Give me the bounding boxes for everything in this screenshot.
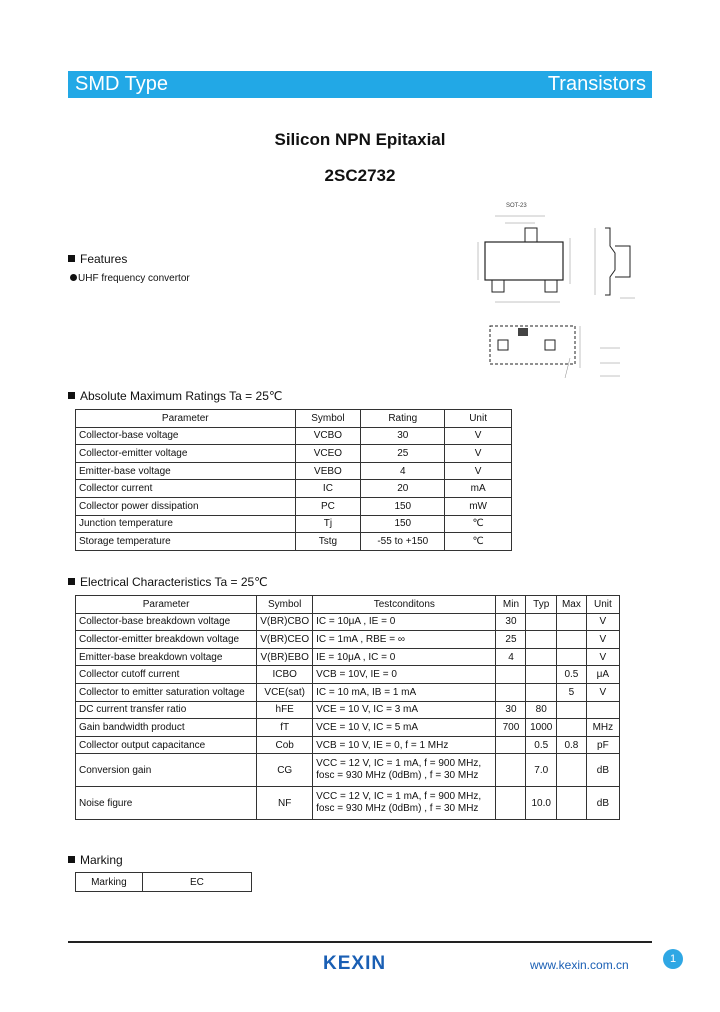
cell-parameter: Emitter-base breakdown voltage [76,648,257,666]
cell-max [557,719,587,737]
cell-typ [526,648,557,666]
cell-max [557,754,587,787]
table-row [76,736,620,754]
cell-parameter: Collector cutoff current [76,666,257,684]
cell-max: 5 [557,683,587,701]
square-bullet-icon [68,392,75,399]
cell-unit: mW [445,497,512,515]
cell-rating: -55 to +150 [361,533,445,551]
table-row [76,515,512,533]
cell-min [496,787,526,820]
cell-symbol: Tj [295,515,361,533]
cell-parameter: Conversion gain [76,754,257,787]
cell-symbol: V(BR)CEO [257,631,313,649]
cell-typ [526,683,557,701]
condition-line: fosc = 930 MHz (0dBm) , f = 30 MHz [316,770,479,782]
table-row [76,787,620,820]
cell-unit: mA [445,480,512,498]
cell-unit: V [586,683,619,701]
cell-symbol: V(BR)EBO [257,648,313,666]
column-header: Typ [526,596,557,614]
table-row [76,666,620,684]
cell-max [557,631,587,649]
cell-rating: 150 [361,497,445,515]
cell-rating: 30 [361,427,445,445]
square-bullet-icon [68,255,75,262]
cell-unit: V [445,445,512,463]
sot23-package-drawing [470,198,650,383]
cell-symbol: hFE [257,701,313,719]
cell-max [557,787,587,820]
condition-line: VCC = 12 V, IC = 1 mA, f = 900 MHz, [316,791,482,803]
cell-symbol: VCBO [295,427,361,445]
cell-condition [313,787,496,820]
table-row [76,480,512,498]
table-row [76,427,512,445]
column-header: Unit [586,596,619,614]
column-header: Parameter [76,596,257,614]
square-bullet-icon [68,856,75,863]
cell-parameter: Collector-base breakdown voltage [76,613,257,631]
table-header-row [76,410,512,428]
table-row [76,631,620,649]
cell-symbol: CG [257,754,313,787]
cell-max [557,648,587,666]
kexin-logo: KEXIN [323,953,387,974]
cell-typ [526,666,557,684]
page-number: 1 [663,949,683,969]
cell-symbol: Tstg [295,533,361,551]
cell-unit: ℃ [445,515,512,533]
table-row [76,533,512,551]
elec-heading: Electrical Characteristics Ta = 25℃ [68,575,268,589]
marking-table [75,872,252,892]
cell-symbol: fT [257,719,313,737]
table-row [76,462,512,480]
cell-unit: dB [586,754,619,787]
table-row [76,648,620,666]
cell-parameter: Collector-base voltage [76,427,296,445]
condition-line: fosc = 930 MHz (0dBm) , f = 30 MHz [316,803,479,815]
cell-parameter: Collector-emitter breakdown voltage [76,631,257,649]
header-right: Transistors [547,73,646,95]
cell-parameter: DC current transfer ratio [76,701,257,719]
cell-parameter: Noise figure [76,787,257,820]
cell-min [496,736,526,754]
cell-unit: μA [586,666,619,684]
column-header: Unit [445,410,512,428]
cell-min [496,683,526,701]
table-row [76,497,512,515]
cell-min: 4 [496,648,526,666]
table-row [76,754,620,787]
cell-typ: 10.0 [526,787,557,820]
cell-condition: VCB = 10V, IE = 0 [313,666,496,684]
cell-symbol: Cob [257,736,313,754]
column-header: Min [496,596,526,614]
cell-parameter: Collector current [76,480,296,498]
footer-url[interactable]: www.kexin.com.cn [530,958,629,972]
abs-max-table [75,409,512,551]
cell-symbol: ICBO [257,666,313,684]
table-row [76,683,620,701]
header-banner [68,71,652,98]
table-row [76,701,620,719]
cell-parameter: Gain bandwidth product [76,719,257,737]
cell-rating: 20 [361,480,445,498]
cell-max: 0.5 [557,666,587,684]
cell-symbol: IC [295,480,361,498]
table-row [76,719,620,737]
cell-parameter: Emitter-base voltage [76,462,296,480]
condition-line: VCC = 12 V, IC = 1 mA, f = 900 MHz, [316,758,482,770]
cell-max [557,701,587,719]
cell-max: 0.8 [557,736,587,754]
features-heading: Features [68,252,127,266]
cell-rating: 150 [361,515,445,533]
cell-symbol: PC [295,497,361,515]
cell-unit: V [586,613,619,631]
cell-symbol: VEBO [295,462,361,480]
cell-unit: V [586,648,619,666]
doc-title: Silicon NPN Epitaxial [274,130,446,149]
cell-unit [586,701,619,719]
cell-condition: VCE = 10 V, IC = 3 mA [313,701,496,719]
cell-symbol: V(BR)CBO [257,613,313,631]
column-header: Rating [361,410,445,428]
table-row [76,873,252,892]
abs-max-heading: Absolute Maximum Ratings Ta = 25℃ [68,389,282,403]
cell-min: 700 [496,719,526,737]
cell-typ [526,613,557,631]
cell-min [496,754,526,787]
cell-typ: 7.0 [526,754,557,787]
round-bullet-icon [70,274,77,281]
marking-value: EC [142,873,251,892]
cell-rating: 4 [361,462,445,480]
cell-symbol: NF [257,787,313,820]
cell-parameter: Collector to emitter saturation voltage [76,683,257,701]
cell-typ [526,631,557,649]
cell-parameter: Collector power dissipation [76,497,296,515]
table-row [76,445,512,463]
cell-condition: VCB = 10 V, IE = 0, f = 1 MHz [313,736,496,754]
header-left: SMD Type [75,73,168,95]
cell-min: 30 [496,613,526,631]
cell-parameter: Junction temperature [76,515,296,533]
cell-unit: V [445,427,512,445]
table-header-row [76,596,620,614]
cell-condition: IE = 10μA , IC = 0 [313,648,496,666]
cell-symbol: VCEO [295,445,361,463]
feature-item: UHF frequency convertor [70,273,190,284]
cell-unit: ℃ [445,533,512,551]
cell-unit: V [445,462,512,480]
cell-condition: VCE = 10 V, IC = 5 mA [313,719,496,737]
cell-unit: MHz [586,719,619,737]
cell-typ: 1000 [526,719,557,737]
column-header: Testconditons [313,596,496,614]
cell-unit: pF [586,736,619,754]
cell-parameter: Collector output capacitance [76,736,257,754]
cell-max [557,613,587,631]
column-header: Max [557,596,587,614]
column-header: Parameter [76,410,296,428]
cell-typ: 0.5 [526,736,557,754]
cell-unit: V [586,631,619,649]
cell-condition: IC = 10μA , IE = 0 [313,613,496,631]
footer-divider [68,941,652,943]
column-header: Symbol [295,410,361,428]
cell-rating: 25 [361,445,445,463]
cell-condition [313,754,496,787]
part-number: 2SC2732 [324,166,396,185]
cell-min [496,666,526,684]
cell-parameter: Collector-emitter voltage [76,445,296,463]
table-row [76,613,620,631]
cell-condition: IC = 10 mA, IB = 1 mA [313,683,496,701]
marking-label: Marking [76,873,143,892]
cell-parameter: Storage temperature [76,533,296,551]
square-bullet-icon [68,578,75,585]
cell-min: 25 [496,631,526,649]
marking-heading: Marking [68,853,123,867]
column-header: Symbol [257,596,313,614]
cell-typ: 80 [526,701,557,719]
cell-symbol: VCE(sat) [257,683,313,701]
cell-min: 30 [496,701,526,719]
package-name: SOT-23 [506,203,527,209]
elec-char-table [75,595,620,820]
cell-condition: IC = 1mA , RBE = ∞ [313,631,496,649]
cell-unit: dB [586,787,619,820]
